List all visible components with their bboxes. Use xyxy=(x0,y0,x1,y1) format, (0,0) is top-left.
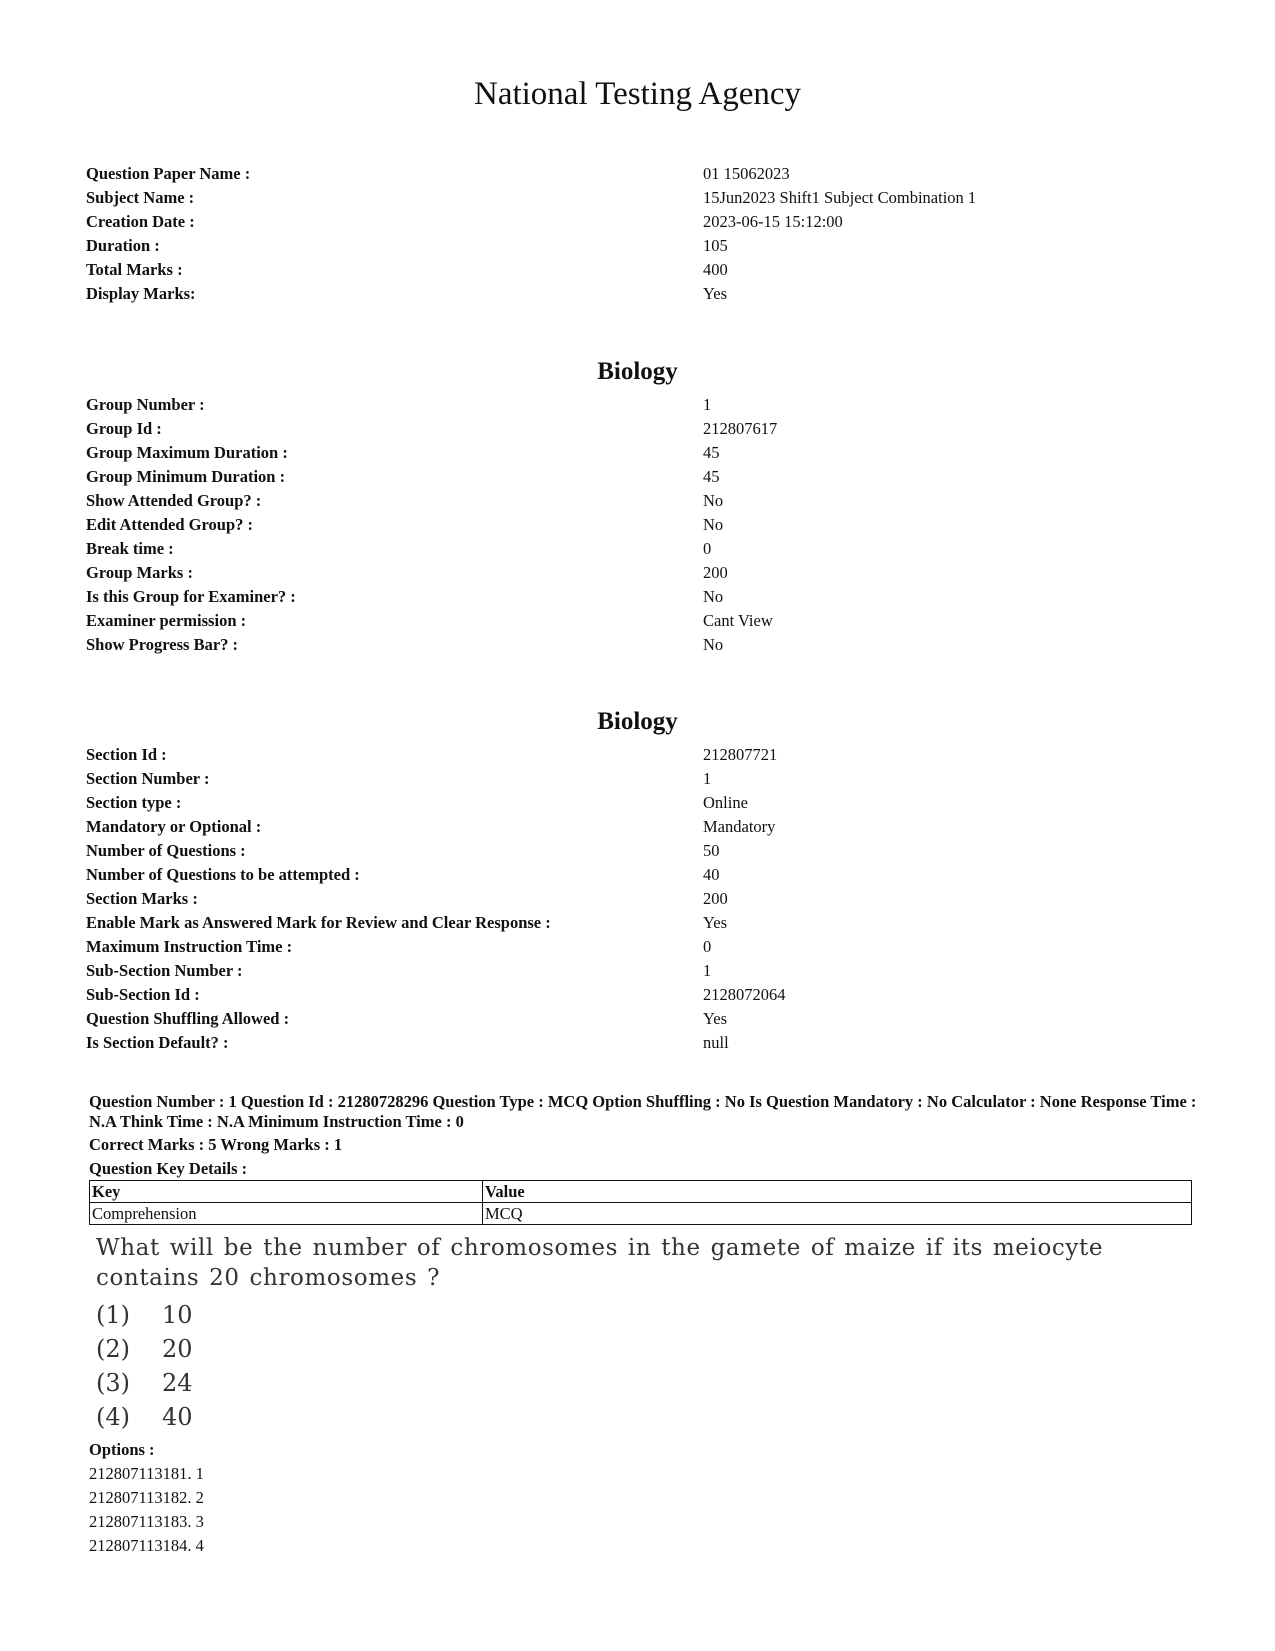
paper-info-row xyxy=(86,282,1186,306)
info-value: Yes xyxy=(703,913,728,932)
section-info-row xyxy=(86,983,1186,1007)
choice-number: (2) xyxy=(96,1335,130,1363)
info-key: Question Shuffling Allowed : xyxy=(86,1009,290,1028)
choice-text: 24 xyxy=(162,1369,193,1397)
info-value: No xyxy=(703,491,724,510)
group-info-row xyxy=(86,417,1186,441)
info-value: 2023-06-15 15:12:00 xyxy=(703,212,843,231)
options-list xyxy=(89,1462,204,1558)
table-header-value: Value xyxy=(483,1181,1192,1203)
info-value: 45 xyxy=(703,467,720,486)
section-info-row xyxy=(86,815,1186,839)
info-value: Cant View xyxy=(703,611,773,630)
section-info-row xyxy=(86,935,1186,959)
info-key: Break time : xyxy=(86,539,174,558)
section-info-row xyxy=(86,791,1186,815)
paper-info-list xyxy=(86,162,1186,306)
question-text: What will be the number of chromosomes in the gamete of maize if its meiocyte contains 20 chromosomes ? xyxy=(96,1235,1104,1291)
choice-number: (1) xyxy=(96,1301,130,1329)
paper-info-row xyxy=(86,234,1186,258)
info-value: 212807721 xyxy=(703,745,778,764)
answer-choices xyxy=(96,1298,193,1434)
info-key: Total Marks : xyxy=(86,260,183,279)
info-key: Creation Date : xyxy=(86,212,195,231)
info-value: 200 xyxy=(703,563,728,582)
group-info-row xyxy=(86,465,1186,489)
table-cell-key: Comprehension xyxy=(90,1203,483,1225)
info-key: Show Progress Bar? : xyxy=(86,635,239,654)
info-key: Enable Mark as Answered Mark for Review and Clear Response : xyxy=(86,913,551,932)
info-value: Mandatory xyxy=(703,817,776,836)
info-key: Is Section Default? : xyxy=(86,1033,229,1052)
question-meta: Question Number : 1 Question Id : 21280728296 Question Type : MCQ Option Shuffling : No Is Question Mandatory : No Calculator : None Response Time : N.A Think Time : N.A Minimum Instruction Time : 0 xyxy=(89,1092,1197,1131)
info-value: 15Jun2023 Shift1 Subject Combination 1 xyxy=(703,188,977,207)
info-value: 105 xyxy=(703,236,728,255)
section-info-row xyxy=(86,911,1186,935)
section-info-row xyxy=(86,887,1186,911)
choice-number: (3) xyxy=(96,1369,130,1397)
info-key: Group Number : xyxy=(86,395,205,414)
info-value: Yes xyxy=(703,284,728,303)
table-header-key: Key xyxy=(90,1181,483,1203)
section-info-row xyxy=(86,839,1186,863)
info-key: Section type : xyxy=(86,793,182,812)
info-key: Examiner permission : xyxy=(86,611,247,630)
info-key: Show Attended Group? : xyxy=(86,491,262,510)
section-info-row xyxy=(86,959,1186,983)
info-key: Mandatory or Optional : xyxy=(86,817,262,836)
section-heading: Biology xyxy=(597,708,678,735)
group-info-row xyxy=(86,633,1186,657)
info-value: 200 xyxy=(703,889,728,908)
group-info-row xyxy=(86,393,1186,417)
info-key: Is this Group for Examiner? : xyxy=(86,587,296,606)
choice-item xyxy=(96,1298,193,1332)
info-key: Group Minimum Duration : xyxy=(86,467,286,486)
info-key: Section Marks : xyxy=(86,889,198,908)
info-value: No xyxy=(703,587,724,606)
group-info-row xyxy=(86,537,1186,561)
option-item: 212807113183. 3 xyxy=(89,1512,204,1531)
choice-item xyxy=(96,1366,193,1400)
info-key: Maximum Instruction Time : xyxy=(86,937,293,956)
group-heading: Biology xyxy=(597,358,678,385)
info-value: 01 15062023 xyxy=(703,164,790,183)
group-info-list xyxy=(86,393,1186,657)
option-item: 212807113184. 4 xyxy=(89,1536,204,1555)
section-info-row xyxy=(86,743,1186,767)
option-item: 212807113182. 2 xyxy=(89,1488,204,1507)
section-info-list xyxy=(86,743,1186,1055)
info-value: Online xyxy=(703,793,748,812)
group-info-row xyxy=(86,609,1186,633)
info-value: 45 xyxy=(703,443,720,462)
info-key: Number of Questions : xyxy=(86,841,246,860)
info-value: Yes xyxy=(703,1009,728,1028)
info-key: Group Marks : xyxy=(86,563,193,582)
info-key: Duration : xyxy=(86,236,160,255)
options-label: Options : xyxy=(89,1440,155,1459)
info-value: 212807617 xyxy=(703,419,778,438)
info-key: Sub-Section Id : xyxy=(86,985,200,1004)
section-info-row xyxy=(86,1031,1186,1055)
info-key: Sub-Section Number : xyxy=(86,961,243,980)
choice-text: 40 xyxy=(162,1403,193,1431)
choice-text: 20 xyxy=(162,1335,193,1363)
info-key: Number of Questions to be attempted : xyxy=(86,865,360,884)
choice-text: 10 xyxy=(162,1301,193,1329)
info-key: Section Number : xyxy=(86,769,210,788)
info-key: Question Paper Name : xyxy=(86,164,251,183)
section-info-row xyxy=(86,1007,1186,1031)
choice-number: (4) xyxy=(96,1403,130,1431)
info-value: No xyxy=(703,635,724,654)
group-info-row xyxy=(86,489,1186,513)
paper-info-row xyxy=(86,258,1186,282)
info-value: 0 xyxy=(703,539,712,558)
info-key: Group Maximum Duration : xyxy=(86,443,288,462)
table-header-row xyxy=(90,1181,1192,1203)
info-value: null xyxy=(703,1033,729,1052)
section-info-row xyxy=(86,767,1186,791)
question-key-details-label: Question Key Details : xyxy=(89,1159,248,1178)
group-info-row xyxy=(86,513,1186,537)
info-value: 1 xyxy=(703,769,712,788)
group-info-row xyxy=(86,561,1186,585)
info-value: 50 xyxy=(703,841,720,860)
group-info-row xyxy=(86,441,1186,465)
paper-info-row xyxy=(86,210,1186,234)
choice-item xyxy=(96,1400,193,1434)
table-row xyxy=(90,1203,1192,1225)
info-value: 40 xyxy=(703,865,720,884)
info-value: 1 xyxy=(703,961,712,980)
question-marks: Correct Marks : 5 Wrong Marks : 1 xyxy=(89,1135,343,1154)
info-key: Subject Name : xyxy=(86,188,195,207)
info-value: 1 xyxy=(703,395,712,414)
paper-info-row xyxy=(86,186,1186,210)
group-info-row xyxy=(86,585,1186,609)
info-key: Display Marks: xyxy=(86,284,196,303)
document-title: National Testing Agency xyxy=(473,76,802,112)
option-item: 212807113181. 1 xyxy=(89,1464,204,1483)
info-key: Edit Attended Group? : xyxy=(86,515,254,534)
info-value: 2128072064 xyxy=(703,985,786,1004)
question-key-table xyxy=(89,1180,1192,1225)
info-key: Section Id : xyxy=(86,745,167,764)
paper-info-row xyxy=(86,162,1186,186)
info-value: 400 xyxy=(703,260,728,279)
info-value: 0 xyxy=(703,937,712,956)
info-value: No xyxy=(703,515,724,534)
choice-item xyxy=(96,1332,193,1366)
table-cell-value: MCQ xyxy=(483,1203,1192,1225)
section-info-row xyxy=(86,863,1186,887)
info-key: Group Id : xyxy=(86,419,162,438)
